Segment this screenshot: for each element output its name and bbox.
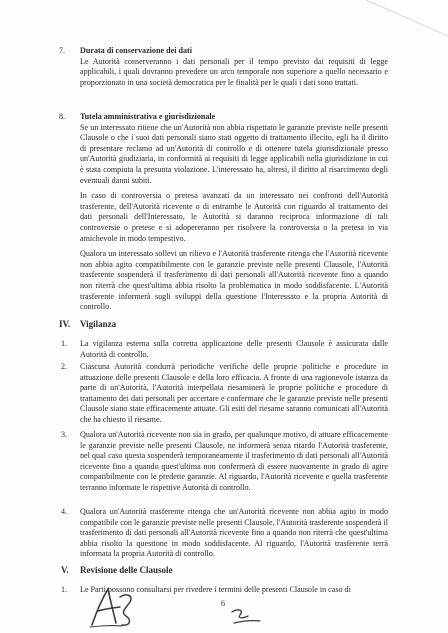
section-iv-item-1-text: La vigilanza esterna sulla corretta applicazione delle presenti Clausole è assicurata dalle Autorità di controllo.: [80, 339, 388, 359]
section-iv-item-3-text: Qualora un'Autorità ricevente non sia in grado, per qualunque motivo, di attuare efficacemente le garanzie previste nelle presenti Clausole, ne informerà senza ritardo l'Autorità trasferente, nel qual caso questa sospenderà temporaneamente il trasferimento di dati personali all'Autorità ricevente fino a quando quest'ultima non confermerà di essere nuovamente in grado di agire compatibilmente con le predette garanzie. Al riguardo, l'Autorità ricevente e quella trasferente terranno informate le rispettive Autorità di controllo.: [80, 430, 388, 492]
item-8-number: 8.: [59, 112, 66, 121]
section-iv-item-1-number: 1.: [61, 339, 68, 348]
item-7-text: Le Autorità conserveranno i dati personali per il tempo previsto dai requisiti di legge applicabili, i quali dovranno prevedere un arco temporale non superiore a quello necessario e proporzionato in una società democratica per le finalità per le quali i dati sono trattati.: [80, 56, 388, 87]
section-iv-item-4-number: 4.: [61, 507, 68, 516]
section-v-title: Revisione delle Clausole: [80, 565, 173, 575]
item-8-paragraph-2: In caso di controversia o pretesa avanzati da un interessato nei confronti dell'Autorità trasferente, dell'Autorità ricevente o di entrambe le Autorità con riguardo al trattamento dei dati personali dell'Interessato, le Autorità si daranno reciproca informazione di tali controversie o pretese e si adopereranno per risolvere la controversia o la pretesa in via amichevole in modo tempestivo.: [80, 191, 388, 243]
section-iv-number: IV.: [59, 319, 71, 329]
item-7-number: 7.: [59, 46, 66, 55]
item-8-title: Tutela amministrativa e giurisdizionale: [80, 112, 216, 121]
item-7-title: Durata di conservazione dei dati: [80, 46, 192, 55]
section-iv-item-2-number: 2.: [61, 362, 68, 371]
page-fold-shadow: [360, 0, 448, 40]
section-iv-title: Vigilanza: [80, 319, 117, 329]
item-8: [80, 112, 388, 313]
section-iv-item-2-text: Ciascuna Autorità condurrà periodiche verifiche delle proprie politiche e procedure in attuazione delle presenti Clausole e della loro efficacia. A fronte di una ragionevole istanza da parte di un'Autorità, l'Autorità interpellata riesaminerà le proprie politiche e procedure di trattamento dei dati personali per accertare e confermare che le garanzie previste nelle presenti Clausole siano state efficacemente attuate. Gli esiti del riesame saranno comunicati all'Autorità che ha chiesto il riesame.: [80, 362, 388, 424]
section-iv-item-4-text: Qualora un'Autorità trasferente ritenga che un'Autorità ricevente non abbia agito in modo compatibile con le garanzie previste nelle presenti Clausole, l'Autorità trasferente sospenderà il trasferimento di dati personali all'Autorità ricevente fino a quando non riterrà che quest'ultima abbia risolto la questione in modo soddisfacente. Al riguardo, l'Autorità trasferente terrà informata la propria Autorità di controllo.: [80, 507, 389, 559]
item-7: [80, 46, 388, 88]
section-v-item-1-number: 1.: [61, 585, 68, 594]
item-8-paragraph-1: Se un interessato ritiene che un'Autorità non abbia rispettato le garanzie previste nelle presenti Clausole o che i suoi dati personali siano stati oggetto di trattamento illecito, egli ha il diritto di presentare reclamo ad un'Autorità di controllo e di ottenere tutela giurisdizionale presso un'Autorità giudiziaria, in conformità ai requisiti di legge applicabili nella giurisdizione in cui è stata compiuta la presunta violazione. L'interessato ha, altresì, il diritto al risarcimento degli eventuali danni subiti.: [80, 122, 388, 185]
signature-left: [86, 585, 138, 630]
signature-right: [228, 606, 264, 628]
section-v-item-1-text: Le Parti possono consultarsi per rivedere i termini delle presenti Clausole in caso di: [80, 585, 351, 594]
item-8-paragraph-3: Qualora un interessato sollevi un rilievo e l'Autorità trasferente ritenga che l'Autorità ricevente non abbia agito compatibilmente con le garanzie previste nelle presenti Clausole, l'Autorità trasferente sospenderà il trasferimento di dati personali all'Autorità ricevente fino a quando non riterrà che quest'ultima abbia risolto la problematica in modo soddisfacente. L'Autorità trasferente informerà sugli sviluppi della questione l'Interessato e la propria Autorità di controllo.: [80, 249, 388, 312]
section-iv-item-3-number: 3.: [61, 430, 68, 439]
section-v-number: V.: [61, 565, 69, 575]
page-number: 6: [221, 599, 226, 608]
